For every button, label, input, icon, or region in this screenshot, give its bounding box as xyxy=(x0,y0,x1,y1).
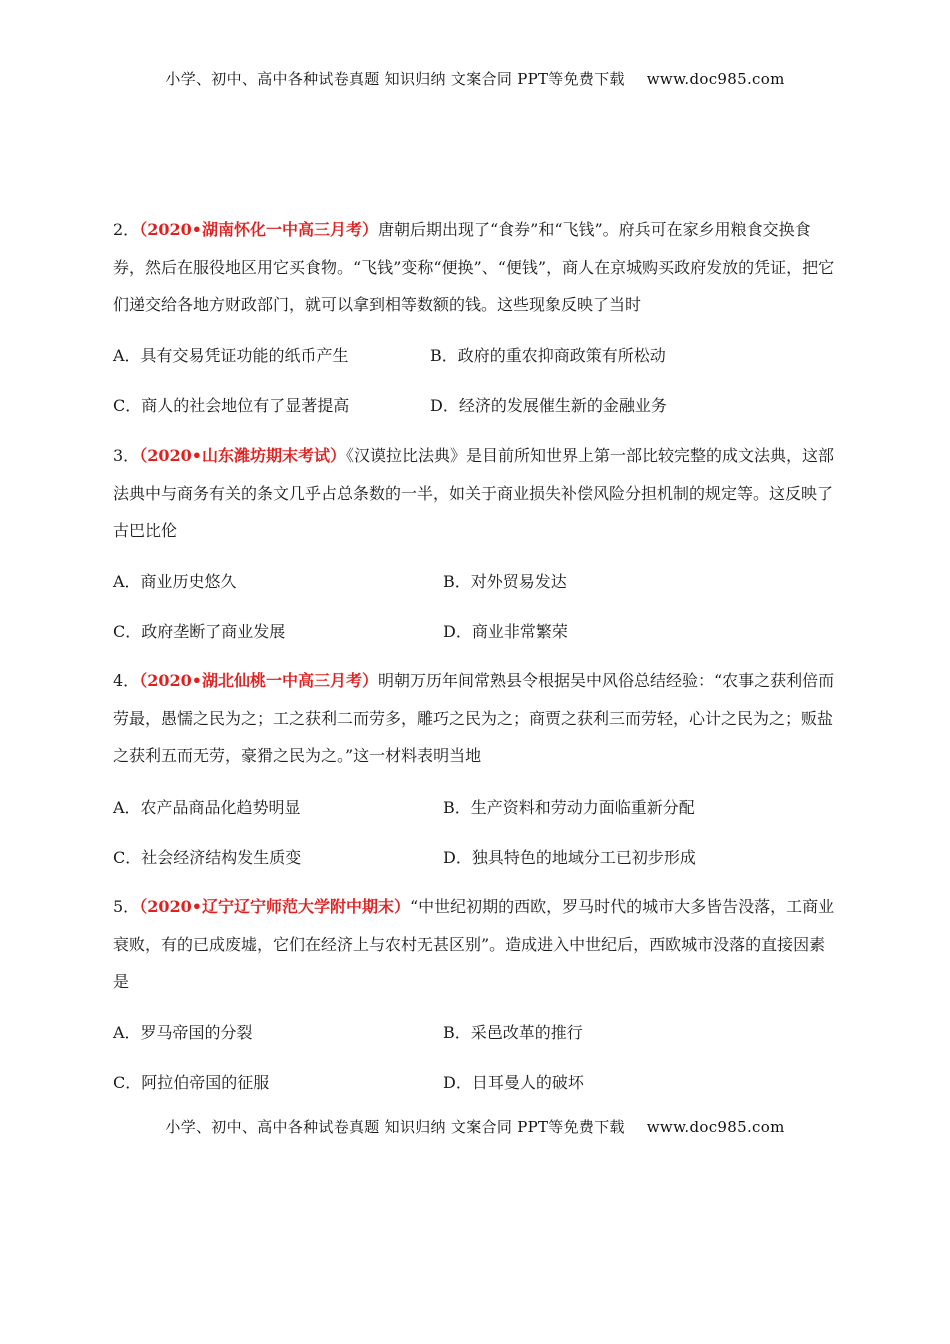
question-4 xyxy=(113,662,838,775)
option-c[interactable]: C．政府垄断了商业发展 xyxy=(113,622,286,641)
page-footer xyxy=(0,1116,950,1137)
question-stem: “中世纪初期的西欧，罗马时代的城市大多皆告没落，工商业衰败，有的已成废墟，它们在经济上与农村无甚区别”。造成进入中世纪后，西欧城市没落的直接因素是 xyxy=(113,897,835,991)
page-header xyxy=(0,68,950,89)
option-a[interactable]: A．农产品商品化趋势明显 xyxy=(113,798,301,817)
question-stem: 明朝万历年间常熟县令根据吴中风俗总结经验：“农事之获利倍而劳最，愚懦之民为之；工之获利二而劳多，雕巧之民为之；商贾之获利三而劳轻，心计之民为之；贩盐之获利五而无劳，豪猾之民为之。”这一材料表明当地 xyxy=(113,671,835,765)
option-b[interactable]: B．政府的重农抑商政策有所松动 xyxy=(430,346,666,365)
question-number: 2． xyxy=(113,220,140,239)
header-text: 小学、初中、高中各种试卷真题 知识归纳 文案合同 PPT等免费下载 xyxy=(165,70,625,88)
option-a[interactable]: A．罗马帝国的分裂 xyxy=(113,1023,253,1042)
option-d[interactable]: D．商业非常繁荣 xyxy=(443,622,568,641)
option-a[interactable]: A．具有交易凭证功能的纸币产生 xyxy=(113,346,349,365)
question-source: （2020•湖南怀化一中高三月考） xyxy=(139,220,378,239)
option-b[interactable]: B．生产资料和劳动力面临重新分配 xyxy=(443,798,695,817)
footer-text: 小学、初中、高中各种试卷真题 知识归纳 文案合同 PPT等免费下载 xyxy=(165,1118,625,1136)
option-d[interactable]: D．日耳曼人的破坏 xyxy=(443,1073,584,1092)
question-5 xyxy=(113,888,838,1001)
option-a[interactable]: A．商业历史悠久 xyxy=(113,572,237,591)
option-b[interactable]: B．采邑改革的推行 xyxy=(443,1023,583,1042)
option-b[interactable]: B．对外贸易发达 xyxy=(443,572,567,591)
question-number: 4． xyxy=(113,671,140,690)
question-number: 5． xyxy=(113,897,140,916)
option-c[interactable]: C．社会经济结构发生质变 xyxy=(113,848,302,867)
header-site-link[interactable]: www.doc985.com xyxy=(646,70,785,88)
question-source: （2020•湖北仙桃一中高三月考） xyxy=(139,671,378,690)
question-number: 3． xyxy=(113,446,140,465)
option-d[interactable]: D．独具特色的地域分工已初步形成 xyxy=(443,848,696,867)
question-3-options xyxy=(113,571,838,671)
option-d[interactable]: D．经济的发展催生新的金融业务 xyxy=(430,396,667,415)
question-5-options xyxy=(113,1022,838,1122)
option-c[interactable]: C．阿拉伯帝国的征服 xyxy=(113,1073,270,1092)
question-2 xyxy=(113,211,838,324)
option-c[interactable]: C．商人的社会地位有了显著提高 xyxy=(113,396,350,415)
question-2-options xyxy=(113,345,838,445)
footer-site-link[interactable]: www.doc985.com xyxy=(646,1118,785,1136)
question-3 xyxy=(113,437,838,550)
question-source: （2020•山东潍坊期末考试） xyxy=(139,446,346,465)
question-stem: 唐朝后期出现了“食券”和“飞钱”。府兵可在家乡用粮食交换食券，然后在服役地区用它买食物。“飞钱”变称“便换”、“便钱”，商人在京城购买政府发放的凭证，把它们递交给各地方财政部门，就可以拿到相等数额的钱。这些现象反映了当时 xyxy=(113,220,835,314)
question-stem: 《汉谟拉比法典》是目前所知世界上第一部比较完整的成文法典，这部法典中与商务有关的条文几乎占总条数的一半，如关于商业损失补偿风险分担机制的规定等。这反映了古巴比伦 xyxy=(113,446,834,540)
question-4-options xyxy=(113,797,838,897)
question-source: （2020•辽宁辽宁师范大学附中期末） xyxy=(139,897,410,916)
